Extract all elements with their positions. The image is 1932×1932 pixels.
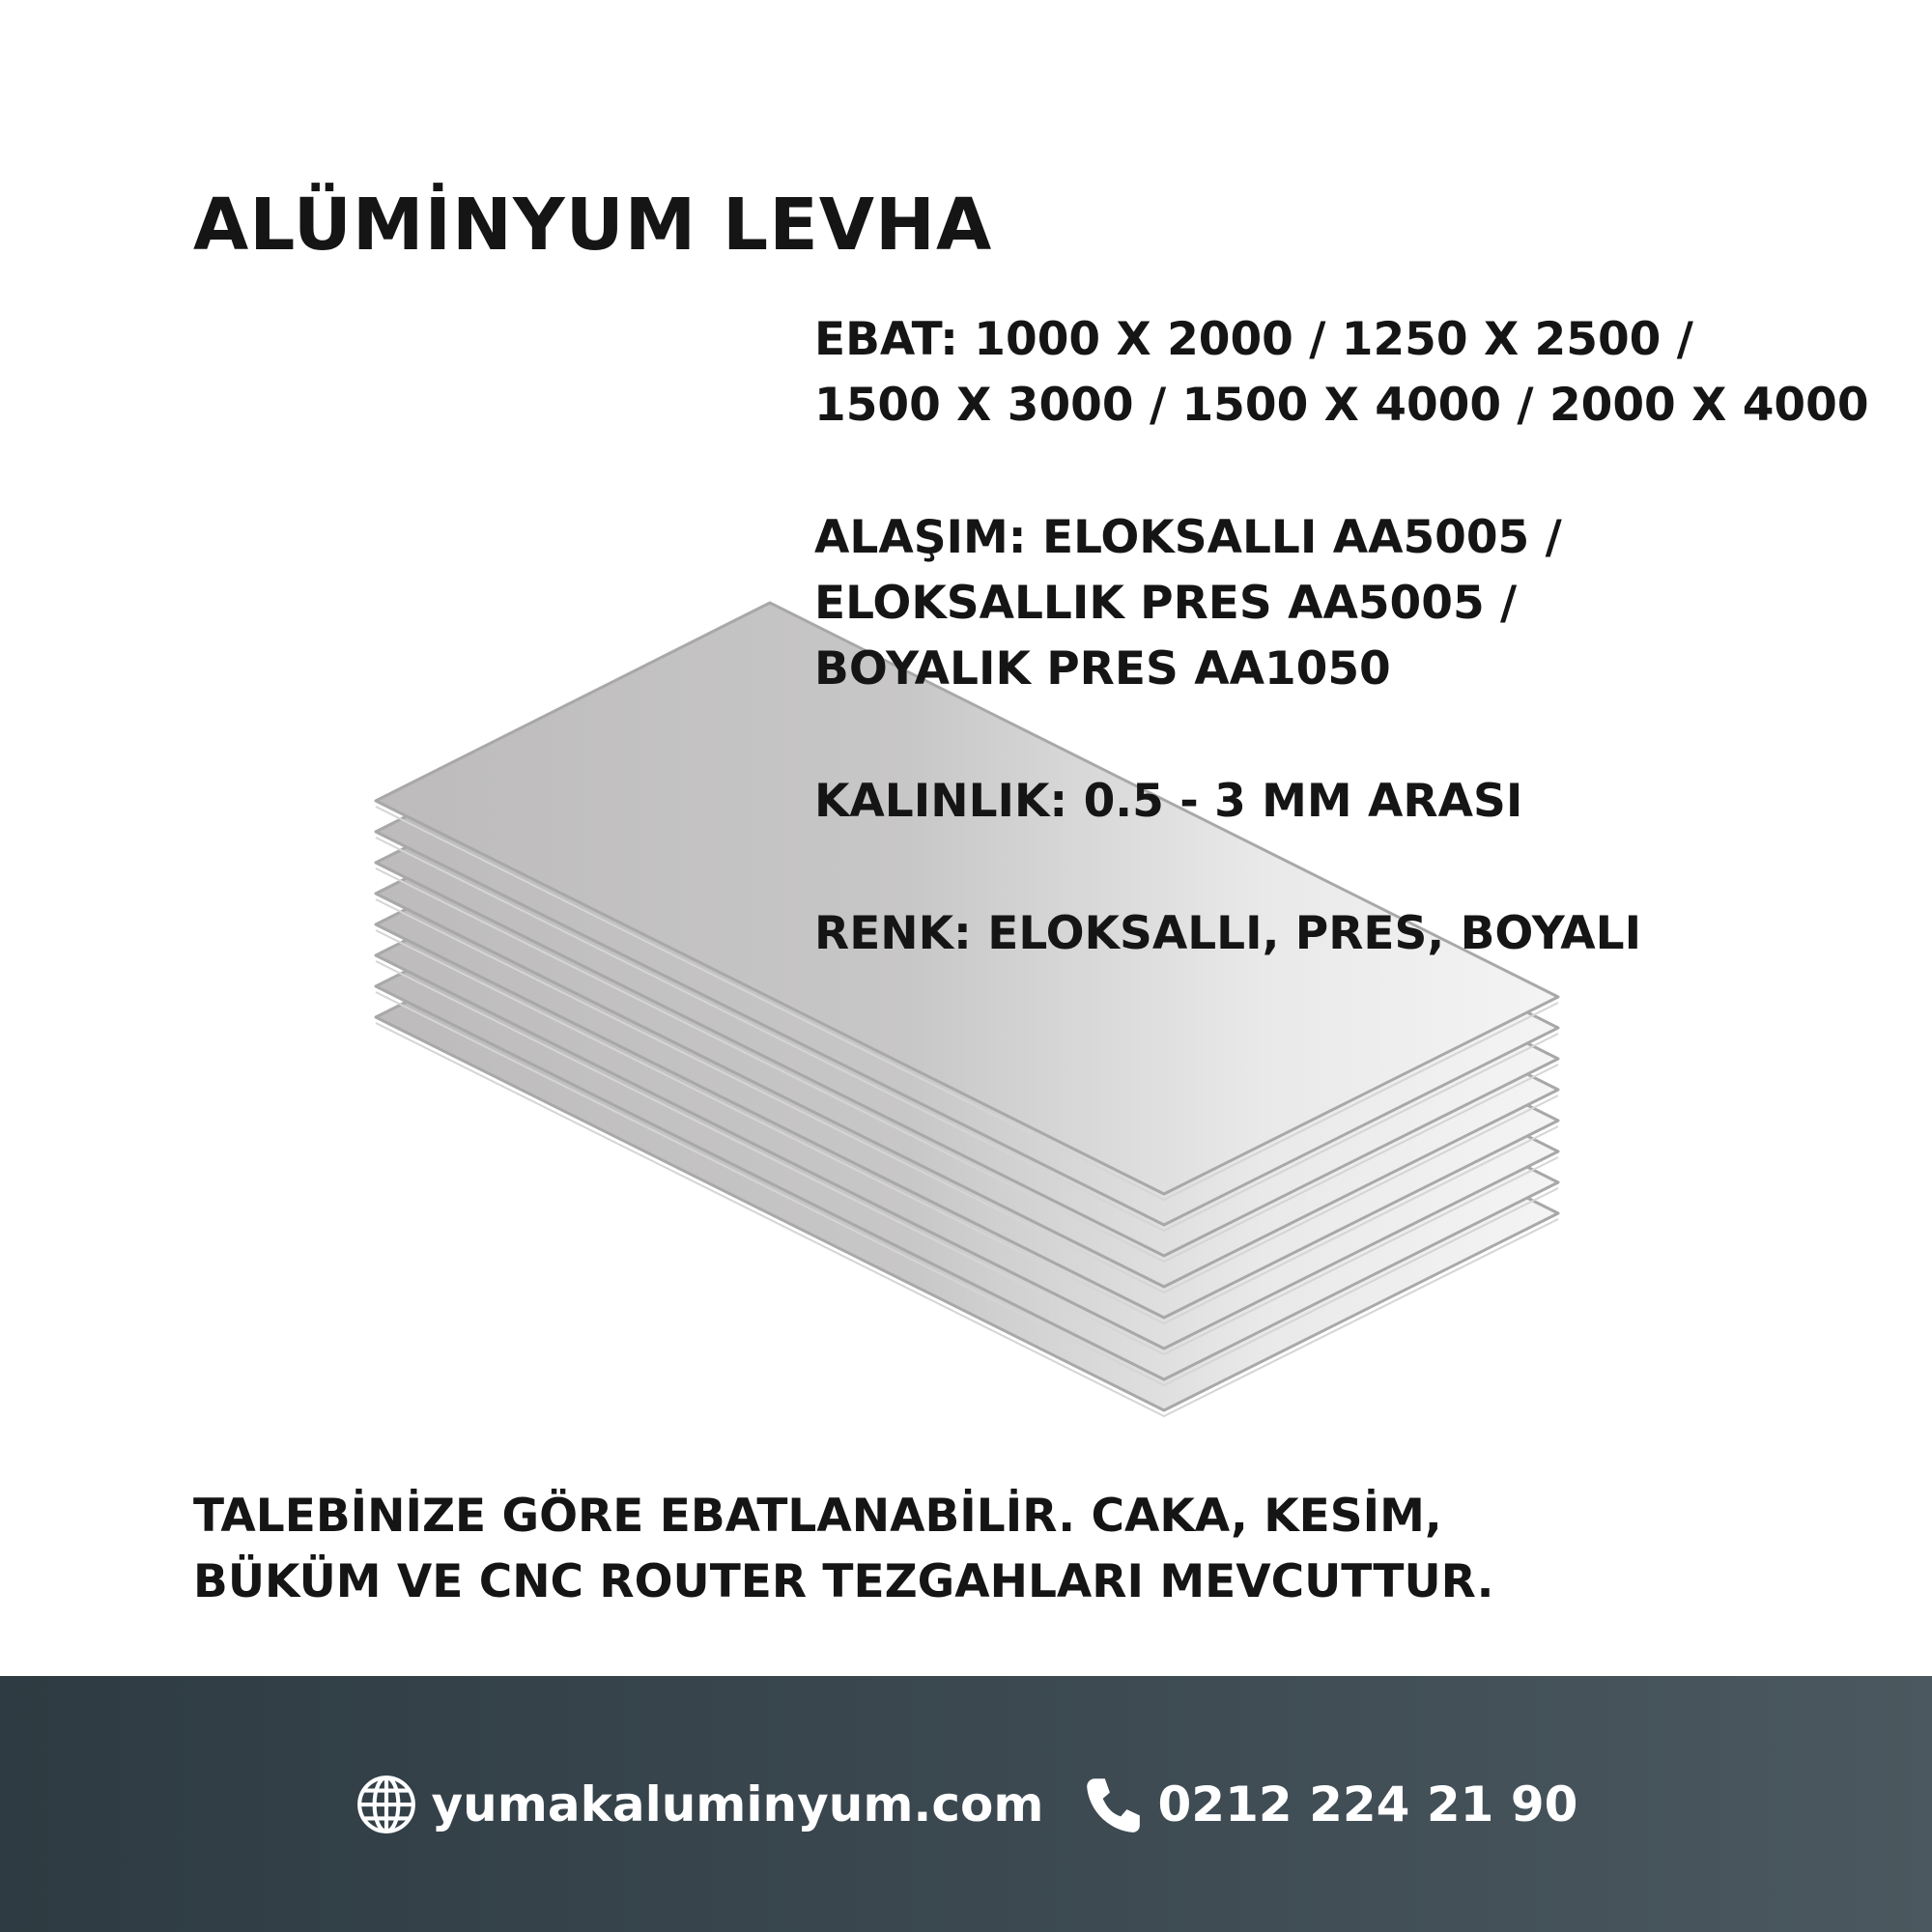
page-title: ALÜMİNYUM LEVHA	[193, 184, 993, 267]
spec-color-line: RENK: ELOKSALLI, PRES, BOYALI	[814, 907, 1642, 960]
spec-thickness	[814, 769, 1896, 835]
spec-size	[814, 307, 1896, 439]
phone-text: 0212 224 21 90	[1157, 1776, 1578, 1833]
footer-bar	[0, 1676, 1932, 1932]
globe-icon	[355, 1773, 418, 1836]
phone-link[interactable]	[1081, 1773, 1578, 1836]
spec-alloy-line: BOYALIK PRES AA1050	[814, 642, 1391, 696]
service-note-line: BÜKÜM VE CNC ROUTER TEZGAHLARI MEVCUTTUR.	[193, 1555, 1494, 1608]
spec-color	[814, 901, 1896, 967]
website-link[interactable]	[355, 1773, 1044, 1836]
spec-thickness-line: KALINLIK: 0.5 - 3 MM ARASI	[814, 775, 1523, 828]
spec-size-line: EBAT: 1000 X 2000 / 1250 X 2500 /	[814, 313, 1693, 366]
service-note	[193, 1484, 1494, 1615]
website-text: yumakaluminyum.com	[431, 1776, 1044, 1833]
service-note-line: TALEBİNİZE GÖRE EBATLANABİLİR. CAKA, KESİM,	[193, 1490, 1442, 1543]
spec-size-line: 1500 X 3000 / 1500 X 4000 / 2000 X 4000	[814, 379, 1869, 432]
spec-alloy	[814, 505, 1896, 702]
phone-icon	[1081, 1773, 1145, 1836]
spec-list	[814, 307, 1896, 1034]
spec-alloy-line: ELOKSALLIK PRES AA5005 /	[814, 577, 1518, 630]
spec-alloy-line: ALAŞIM: ELOKSALLI AA5005 /	[814, 511, 1562, 564]
